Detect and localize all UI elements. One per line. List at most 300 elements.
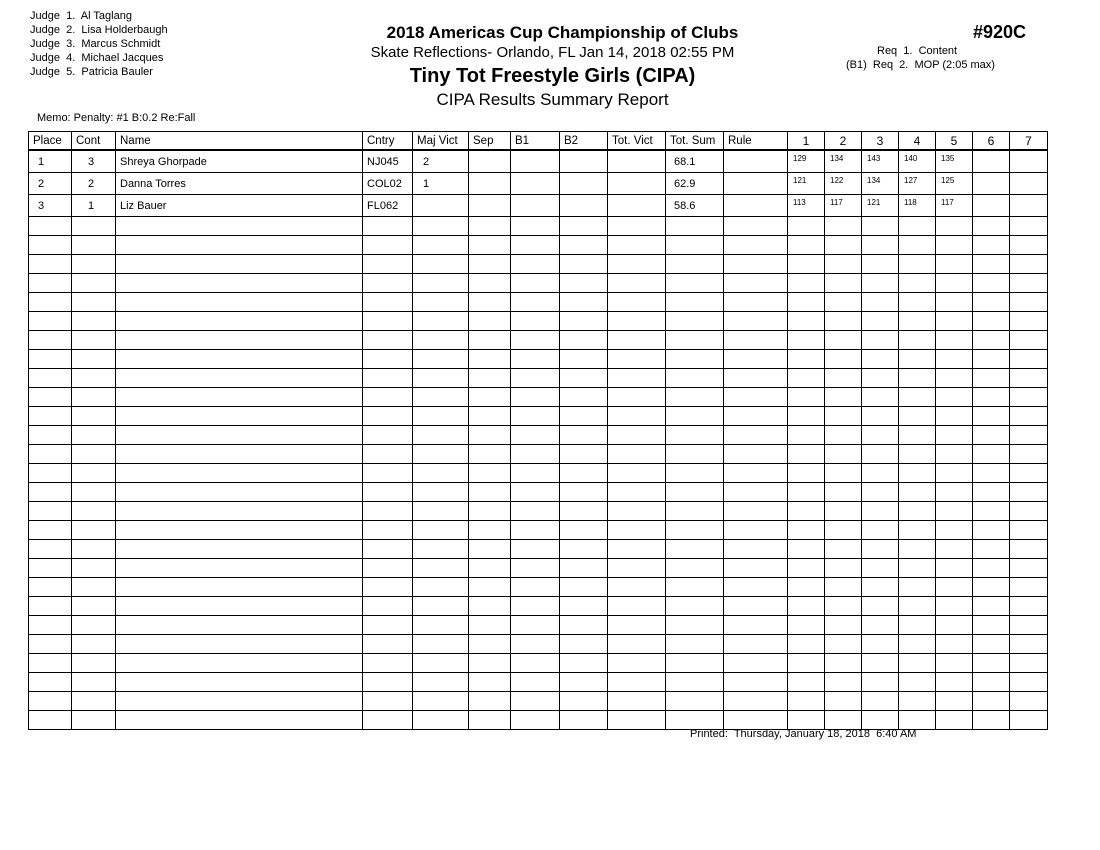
empty-cell	[788, 635, 825, 654]
empty-cell	[666, 217, 724, 236]
col-name: Name	[116, 132, 363, 151]
empty-cell	[666, 464, 724, 483]
judge-name: Marcus Schmidt	[81, 38, 161, 50]
empty-cell	[511, 255, 560, 274]
score-judge-1: 129	[788, 150, 825, 173]
empty-cell	[469, 483, 511, 502]
score-judge-6	[973, 150, 1010, 173]
empty-cell	[413, 654, 469, 673]
empty-cell	[666, 692, 724, 711]
score-judge-3: 121	[862, 195, 899, 217]
empty-cell	[363, 464, 413, 483]
empty-cell	[973, 502, 1010, 521]
b2	[560, 173, 608, 195]
empty-cell	[936, 369, 973, 388]
empty-cell	[825, 597, 862, 616]
empty-cell	[560, 369, 608, 388]
empty-cell	[560, 407, 608, 426]
empty-cell	[116, 426, 363, 445]
score-judge-4: 140	[899, 150, 936, 173]
empty-cell	[511, 464, 560, 483]
empty-cell	[469, 711, 511, 730]
empty-cell	[899, 426, 936, 445]
empty-cell	[608, 369, 666, 388]
empty-cell	[862, 578, 899, 597]
score-judge-4: 118	[899, 195, 936, 217]
empty-cell	[72, 711, 116, 730]
empty-table-row	[29, 692, 1048, 711]
empty-cell	[1010, 312, 1048, 331]
skater-name: Shreya Ghorpade	[116, 150, 363, 173]
empty-cell	[116, 274, 363, 293]
empty-cell	[1010, 616, 1048, 635]
empty-cell	[825, 255, 862, 274]
empty-cell	[469, 274, 511, 293]
empty-cell	[363, 293, 413, 312]
empty-cell	[608, 217, 666, 236]
col-tot-vict: Tot. Vict	[608, 132, 666, 151]
empty-cell	[936, 255, 973, 274]
empty-cell	[560, 654, 608, 673]
b2	[560, 195, 608, 217]
empty-cell	[825, 521, 862, 540]
empty-cell	[936, 445, 973, 464]
empty-cell	[825, 692, 862, 711]
table-row	[29, 173, 1048, 195]
empty-cell	[862, 692, 899, 711]
empty-cell	[973, 597, 1010, 616]
col-cont: Cont	[72, 132, 116, 151]
col-judge-7: 7	[1010, 132, 1048, 151]
empty-cell	[724, 350, 788, 369]
empty-cell	[413, 464, 469, 483]
empty-cell	[666, 426, 724, 445]
empty-cell	[788, 521, 825, 540]
empty-cell	[899, 331, 936, 350]
empty-cell	[116, 673, 363, 692]
empty-cell	[666, 274, 724, 293]
empty-cell	[899, 540, 936, 559]
event-subtitle: Skate Reflections- Orlando, FL Jan 14, 2018 02:55 PM	[370, 44, 735, 61]
col-judge-6: 6	[973, 132, 1010, 151]
empty-cell	[72, 217, 116, 236]
empty-cell	[825, 578, 862, 597]
empty-cell	[788, 502, 825, 521]
empty-cell	[899, 616, 936, 635]
empty-cell	[862, 407, 899, 426]
empty-cell	[608, 350, 666, 369]
empty-table-row	[29, 274, 1048, 293]
empty-cell	[724, 502, 788, 521]
empty-cell	[899, 217, 936, 236]
empty-cell	[788, 312, 825, 331]
empty-cell	[1010, 255, 1048, 274]
empty-cell	[608, 692, 666, 711]
report-header	[330, 22, 775, 111]
empty-cell	[608, 559, 666, 578]
memo: Memo: Penalty: #1 B:0.2 Re:Fall	[37, 112, 196, 124]
empty-cell	[608, 274, 666, 293]
empty-cell	[608, 426, 666, 445]
empty-cell	[363, 540, 413, 559]
empty-cell	[72, 616, 116, 635]
empty-cell	[72, 654, 116, 673]
skater-name: Danna Torres	[116, 173, 363, 195]
empty-cell	[72, 274, 116, 293]
empty-cell	[116, 711, 363, 730]
empty-cell	[72, 293, 116, 312]
empty-cell	[560, 635, 608, 654]
empty-cell	[469, 388, 511, 407]
empty-cell	[116, 578, 363, 597]
col-rule: Rule	[724, 132, 788, 151]
empty-cell	[1010, 217, 1048, 236]
empty-cell	[936, 616, 973, 635]
empty-cell	[469, 502, 511, 521]
empty-cell	[899, 255, 936, 274]
empty-cell	[511, 217, 560, 236]
score-judge-3: 143	[862, 150, 899, 173]
empty-cell	[29, 616, 72, 635]
empty-cell	[724, 255, 788, 274]
empty-cell	[666, 445, 724, 464]
empty-cell	[511, 445, 560, 464]
empty-cell	[936, 711, 973, 730]
empty-cell	[608, 483, 666, 502]
empty-cell	[666, 559, 724, 578]
empty-cell	[72, 540, 116, 559]
empty-cell	[29, 578, 72, 597]
empty-cell	[608, 654, 666, 673]
empty-cell	[116, 540, 363, 559]
empty-cell	[29, 388, 72, 407]
empty-cell	[724, 312, 788, 331]
place: 1	[29, 150, 72, 173]
empty-table-row	[29, 654, 1048, 673]
empty-cell	[936, 578, 973, 597]
empty-cell	[1010, 350, 1048, 369]
empty-cell	[936, 407, 973, 426]
empty-cell	[469, 673, 511, 692]
empty-cell	[469, 540, 511, 559]
empty-cell	[560, 331, 608, 350]
empty-cell	[72, 521, 116, 540]
score-judge-1: 121	[788, 173, 825, 195]
empty-cell	[1010, 445, 1048, 464]
empty-cell	[973, 407, 1010, 426]
empty-cell	[72, 312, 116, 331]
empty-cell	[936, 483, 973, 502]
empty-cell	[363, 597, 413, 616]
empty-cell	[973, 521, 1010, 540]
empty-cell	[608, 255, 666, 274]
col-tot-sum: Tot. Sum	[666, 132, 724, 151]
empty-cell	[363, 616, 413, 635]
empty-table-row	[29, 578, 1048, 597]
empty-cell	[788, 616, 825, 635]
empty-cell	[862, 559, 899, 578]
empty-cell	[363, 217, 413, 236]
empty-cell	[788, 578, 825, 597]
col-judge-2: 2	[825, 132, 862, 151]
empty-cell	[469, 559, 511, 578]
tot-vict	[608, 150, 666, 173]
empty-cell	[116, 654, 363, 673]
empty-cell	[560, 673, 608, 692]
empty-cell	[363, 711, 413, 730]
empty-cell	[413, 635, 469, 654]
header-row	[29, 132, 1048, 151]
judge-name: Lisa Holderbaugh	[81, 24, 168, 36]
empty-cell	[666, 312, 724, 331]
empty-cell	[973, 578, 1010, 597]
empty-cell	[936, 426, 973, 445]
empty-cell	[899, 407, 936, 426]
empty-cell	[666, 236, 724, 255]
empty-cell	[973, 426, 1010, 445]
empty-cell	[1010, 388, 1048, 407]
empty-table-row	[29, 597, 1048, 616]
score-judge-1: 113	[788, 195, 825, 217]
empty-cell	[116, 293, 363, 312]
empty-cell	[511, 407, 560, 426]
empty-cell	[899, 293, 936, 312]
empty-cell	[363, 255, 413, 274]
maj-vict	[413, 195, 469, 217]
empty-cell	[29, 673, 72, 692]
empty-cell	[72, 350, 116, 369]
empty-cell	[862, 217, 899, 236]
empty-cell	[413, 293, 469, 312]
empty-cell	[724, 388, 788, 407]
empty-cell	[469, 350, 511, 369]
empty-cell	[724, 426, 788, 445]
empty-cell	[116, 331, 363, 350]
empty-cell	[363, 502, 413, 521]
empty-cell	[862, 654, 899, 673]
sep	[469, 173, 511, 195]
table-row	[29, 195, 1048, 217]
empty-cell	[788, 692, 825, 711]
empty-cell	[29, 407, 72, 426]
empty-cell	[862, 540, 899, 559]
empty-cell	[899, 597, 936, 616]
empty-cell	[29, 540, 72, 559]
b1	[511, 150, 560, 173]
empty-table-row	[29, 293, 1048, 312]
judge-name: Michael Jacques	[81, 52, 164, 64]
empty-cell	[560, 426, 608, 445]
empty-cell	[560, 502, 608, 521]
empty-cell	[724, 236, 788, 255]
empty-cell	[560, 217, 608, 236]
empty-cell	[936, 312, 973, 331]
empty-cell	[899, 654, 936, 673]
col-place: Place	[29, 132, 72, 151]
empty-cell	[116, 692, 363, 711]
empty-cell	[511, 673, 560, 692]
empty-cell	[608, 597, 666, 616]
empty-cell	[862, 711, 899, 730]
empty-cell	[413, 483, 469, 502]
empty-cell	[363, 559, 413, 578]
empty-cell	[560, 540, 608, 559]
empty-cell	[413, 350, 469, 369]
empty-cell	[116, 350, 363, 369]
score-judge-5: 135	[936, 150, 973, 173]
empty-cell	[560, 616, 608, 635]
cont: 2	[72, 173, 116, 195]
empty-cell	[608, 407, 666, 426]
empty-cell	[862, 293, 899, 312]
empty-cell	[825, 312, 862, 331]
empty-table-row	[29, 559, 1048, 578]
empty-cell	[825, 540, 862, 559]
empty-cell	[72, 255, 116, 274]
empty-cell	[936, 673, 973, 692]
empty-cell	[724, 692, 788, 711]
empty-cell	[666, 369, 724, 388]
empty-cell	[608, 540, 666, 559]
event-title: 2018 Americas Cup Championship of Clubs	[386, 23, 739, 42]
empty-table-row	[29, 483, 1048, 502]
empty-cell	[899, 236, 936, 255]
empty-cell	[511, 521, 560, 540]
judges-list	[30, 9, 168, 79]
empty-cell	[469, 293, 511, 312]
b1	[511, 195, 560, 217]
empty-cell	[29, 692, 72, 711]
empty-cell	[560, 559, 608, 578]
score-judge-2: 117	[825, 195, 862, 217]
empty-cell	[788, 483, 825, 502]
maj-vict: 2	[413, 150, 469, 173]
empty-cell	[608, 312, 666, 331]
cntry: NJ045	[363, 150, 413, 173]
empty-cell	[862, 616, 899, 635]
empty-cell	[899, 464, 936, 483]
empty-cell	[72, 673, 116, 692]
empty-cell	[936, 274, 973, 293]
empty-cell	[936, 692, 973, 711]
empty-table-row	[29, 350, 1048, 369]
cont: 3	[72, 150, 116, 173]
rule	[724, 195, 788, 217]
empty-cell	[608, 673, 666, 692]
empty-cell	[899, 388, 936, 407]
empty-cell	[788, 331, 825, 350]
empty-table-row	[29, 616, 1048, 635]
empty-cell	[1010, 711, 1048, 730]
empty-cell	[469, 464, 511, 483]
empty-cell	[724, 711, 788, 730]
tot-sum: 58.6	[666, 195, 724, 217]
b2	[560, 150, 608, 173]
sep	[469, 150, 511, 173]
empty-cell	[973, 255, 1010, 274]
col-judge-4: 4	[899, 132, 936, 151]
empty-cell	[608, 711, 666, 730]
empty-cell	[825, 293, 862, 312]
score-judge-4: 127	[899, 173, 936, 195]
empty-cell	[1010, 559, 1048, 578]
empty-cell	[973, 388, 1010, 407]
empty-cell	[936, 236, 973, 255]
empty-cell	[413, 255, 469, 274]
empty-cell	[724, 616, 788, 635]
tot-sum: 62.9	[666, 173, 724, 195]
empty-cell	[666, 540, 724, 559]
cont: 1	[72, 195, 116, 217]
empty-cell	[29, 293, 72, 312]
empty-cell	[469, 426, 511, 445]
empty-cell	[666, 350, 724, 369]
empty-cell	[788, 407, 825, 426]
empty-cell	[72, 635, 116, 654]
empty-cell	[413, 578, 469, 597]
empty-cell	[560, 521, 608, 540]
empty-cell	[825, 369, 862, 388]
empty-cell	[469, 407, 511, 426]
empty-cell	[1010, 293, 1048, 312]
empty-cell	[825, 616, 862, 635]
empty-cell	[72, 559, 116, 578]
empty-cell	[666, 331, 724, 350]
empty-cell	[29, 502, 72, 521]
category-title: Tiny Tot Freestyle Girls (CIPA)	[409, 65, 696, 87]
empty-cell	[608, 502, 666, 521]
empty-cell	[899, 312, 936, 331]
empty-cell	[608, 635, 666, 654]
b1	[511, 173, 560, 195]
empty-cell	[899, 521, 936, 540]
empty-cell	[862, 426, 899, 445]
empty-cell	[936, 464, 973, 483]
empty-cell	[560, 350, 608, 369]
empty-cell	[825, 426, 862, 445]
empty-cell	[29, 464, 72, 483]
empty-cell	[116, 369, 363, 388]
empty-cell	[973, 445, 1010, 464]
judge-5: Judge 5. Patricia Bauler	[30, 66, 153, 78]
empty-cell	[788, 274, 825, 293]
judge-1: Judge 1. Al Taglang	[30, 10, 132, 22]
empty-cell	[724, 369, 788, 388]
empty-table-row	[29, 255, 1048, 274]
rule	[724, 150, 788, 173]
empty-table-row	[29, 331, 1048, 350]
empty-cell	[1010, 483, 1048, 502]
empty-cell	[469, 692, 511, 711]
empty-cell	[72, 407, 116, 426]
maj-vict: 1	[413, 173, 469, 195]
empty-cell	[413, 540, 469, 559]
empty-cell	[413, 312, 469, 331]
empty-cell	[973, 540, 1010, 559]
empty-cell	[363, 312, 413, 331]
judge-name: Patricia Bauler	[81, 66, 153, 78]
empty-cell	[608, 388, 666, 407]
empty-cell	[413, 388, 469, 407]
empty-cell	[608, 331, 666, 350]
empty-cell	[724, 293, 788, 312]
empty-cell	[29, 312, 72, 331]
empty-cell	[899, 350, 936, 369]
empty-cell	[511, 274, 560, 293]
empty-cell	[413, 673, 469, 692]
empty-cell	[29, 654, 72, 673]
empty-cell	[666, 255, 724, 274]
